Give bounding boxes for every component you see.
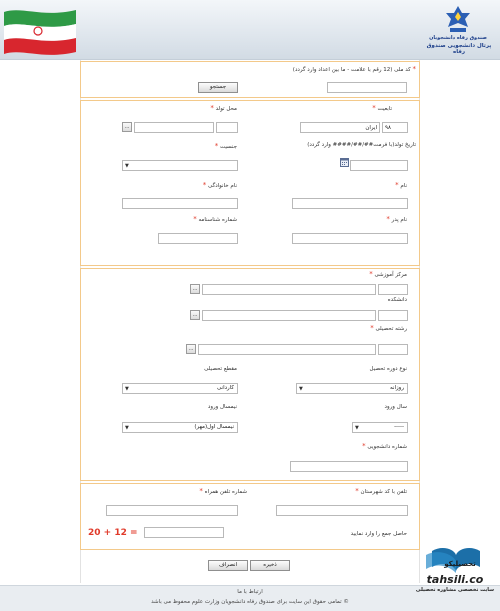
course-type-label: نوع دوره تحصیل xyxy=(369,366,407,372)
nationality-label: تابعیت * xyxy=(372,104,392,112)
degree-label: مقطع تحصیلی xyxy=(204,366,237,372)
watermark-brand: tahsili.co xyxy=(426,573,484,586)
fund-logo-icon xyxy=(440,5,476,35)
first-name-label: نام * xyxy=(395,181,407,189)
national-id-input[interactable] xyxy=(327,82,407,93)
watermark-subtitle: سایت تخصصی مشاوره تحصیلی xyxy=(415,587,495,593)
last-name-label: نام خانوادگی * xyxy=(202,181,237,189)
birthplace-name-input[interactable] xyxy=(134,122,214,133)
captcha-input[interactable] xyxy=(144,527,224,538)
gender-label: جنسیت * xyxy=(214,142,237,150)
entry-year-label: سال ورود xyxy=(384,404,407,410)
iran-flag-icon xyxy=(2,4,78,56)
dropdown-arrow-icon: ▼ xyxy=(355,425,359,431)
faculty-label: دانشکده xyxy=(387,297,407,303)
captcha-expression: 20 + 12 = xyxy=(88,528,138,538)
nationality-code-input[interactable] xyxy=(382,122,408,133)
course-type-select[interactable]: ▼ روزانه xyxy=(296,383,408,394)
entry-year-select[interactable]: ▼ ----- xyxy=(352,422,408,433)
header xyxy=(0,0,500,60)
center-lookup-button[interactable]: ... xyxy=(190,284,200,294)
first-name-input[interactable] xyxy=(292,198,408,209)
birthplace-lookup-button[interactable]: ... xyxy=(122,122,132,132)
entry-term-select[interactable]: ▼ نیمسال اول(مهر) xyxy=(122,422,238,433)
nationality-name-input[interactable] xyxy=(300,122,380,133)
student-number-label: شماره دانشجویی * xyxy=(362,442,407,450)
search-button[interactable]: جستجو xyxy=(198,82,238,93)
father-name-input[interactable] xyxy=(292,233,408,244)
father-name-label: نام پدر * xyxy=(386,215,407,223)
center-code-input[interactable] xyxy=(378,284,408,295)
major-lookup-button[interactable]: ... xyxy=(186,344,196,354)
captcha-label: حاصل جمع را وارد نمایید xyxy=(350,531,407,537)
national-id-label: * کد ملی (12 رقم با علامت - ما بین اعداد وارد گردد) xyxy=(292,65,416,73)
birthdate-input[interactable] xyxy=(350,160,408,171)
cancel-button[interactable]: انصراف xyxy=(208,560,248,571)
brand-top-text: صندوق رفاه دانشجویان xyxy=(429,35,487,41)
major-name-input[interactable] xyxy=(198,344,376,355)
id-number-input[interactable] xyxy=(158,233,238,244)
entry-term-label: نیمسال ورود xyxy=(207,404,237,410)
major-code-input[interactable] xyxy=(378,344,408,355)
birthdate-label: تاریخ تولد(با فرمت##/##/#### وارد گردد) xyxy=(307,142,416,148)
copyright-text: © تمامی حقوق این سایت برای صندوق رفاه دانشجویان وزارت علوم محفوظ می باشد xyxy=(151,599,349,605)
phone-input[interactable] xyxy=(276,505,408,516)
phone-label: تلفن با کد شهرستان * xyxy=(355,487,407,495)
id-number-label: شماره شناسنامه * xyxy=(193,215,237,223)
birthplace-label: محل تولد * xyxy=(210,104,237,112)
watermark-brand-fa: تحصیلیکو xyxy=(444,560,476,568)
degree-select[interactable]: ▼ کاردانی xyxy=(122,383,238,394)
dropdown-arrow-icon: ▼ xyxy=(125,163,129,169)
center-label: مرکز آموزشی * xyxy=(369,270,407,278)
mobile-input[interactable] xyxy=(106,505,238,516)
major-label: رشته تحصیلی * xyxy=(370,324,407,332)
birthplace-code-input[interactable] xyxy=(216,122,238,133)
faculty-name-input[interactable] xyxy=(202,310,376,321)
calendar-icon[interactable] xyxy=(340,158,349,167)
brand-subtitle: پرتال دانشجویی صندوق رفاه xyxy=(426,43,492,55)
faculty-code-input[interactable] xyxy=(378,310,408,321)
dropdown-arrow-icon: ▼ xyxy=(299,386,303,392)
center-name-input[interactable] xyxy=(202,284,376,295)
save-button[interactable]: ذخیره xyxy=(250,560,290,571)
last-name-input[interactable] xyxy=(122,198,238,209)
mobile-label: شماره تلفن همراه * xyxy=(199,487,247,495)
contact-us-link[interactable]: ارتباط با ما xyxy=(237,589,263,595)
dropdown-arrow-icon: ▼ xyxy=(125,386,129,392)
faculty-lookup-button[interactable]: ... xyxy=(190,310,200,320)
dropdown-arrow-icon: ▼ xyxy=(125,425,129,431)
student-number-input[interactable] xyxy=(290,461,408,472)
gender-select[interactable] xyxy=(122,160,238,171)
